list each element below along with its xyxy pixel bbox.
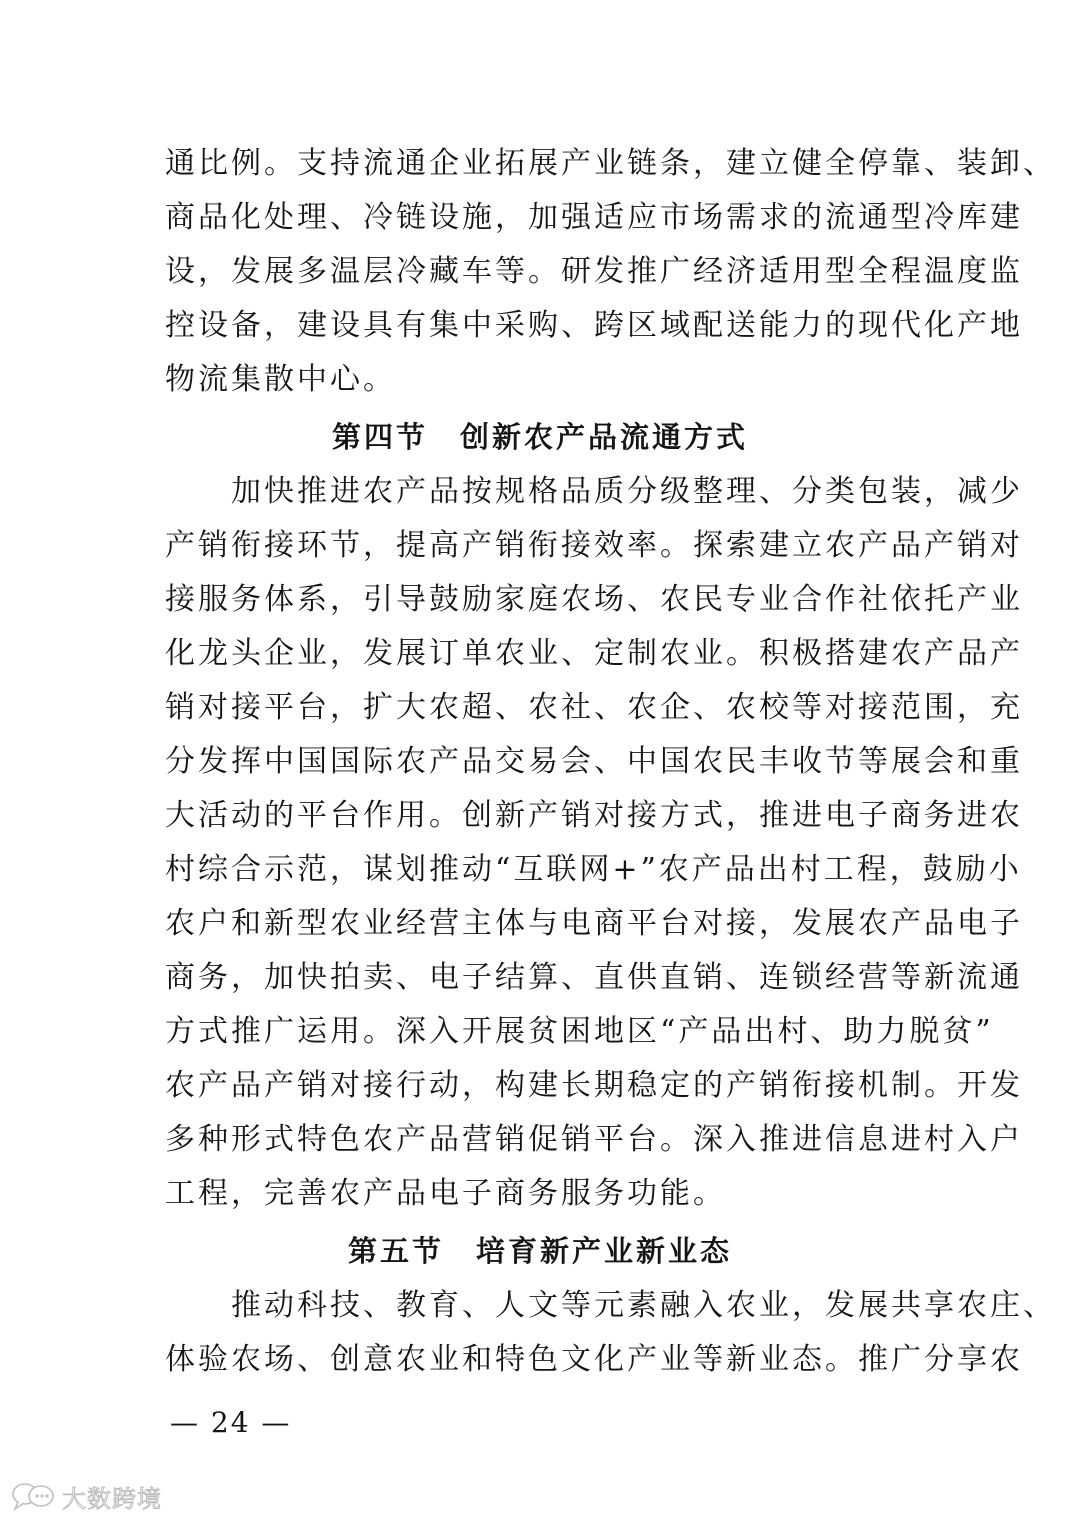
- text-line: 控设备，建设具有集中采购、跨区域配送能力的现代化产地: [165, 308, 1023, 343]
- text-line: 物流集散中心。: [165, 362, 396, 397]
- page-number: — 24 —: [170, 1406, 292, 1439]
- text-line: 推动科技、教育、人文等元素融入农业，发展共享农庄、: [165, 1288, 1056, 1323]
- text-line: 分发挥中国国际农产品交易会、中国农民丰收节等展会和重: [165, 744, 1023, 779]
- text-line: 销对接平台，扩大农超、农社、农企、农校等对接范围，充: [165, 690, 1023, 725]
- section-5-heading: 第五节 培育新产业新业态: [347, 1234, 732, 1268]
- section-4-paragraph: [165, 465, 1023, 1221]
- text-line: 方式推广运用。深入开展贫困地区“产品出村、助力脱贫”: [165, 1014, 994, 1049]
- text-line: 通比例。支持流通企业拓展产业链条，建立健全停靠、装卸、: [165, 146, 1056, 181]
- text-line: 接服务体系，引导鼓励家庭农场、农民专业合作社依托产业: [165, 582, 1023, 617]
- text-line: 商务，加快拍卖、电子结算、直供直销、连锁经营等新流通: [165, 960, 1023, 995]
- paragraph-continued: [165, 137, 1056, 407]
- text-line: 加快推进农产品按规格品质分级整理、分类包装，减少: [165, 474, 1023, 509]
- text-line: 农户和新型农业经营主体与电商平台对接，发展农产品电子: [165, 906, 1023, 941]
- text-line: 多种形式特色农产品营销促销平台。深入推进信息进村入户: [165, 1122, 1023, 1157]
- text-line: 商品化处理、冷链设施，加强适应市场需求的流通型冷库建: [165, 200, 1023, 235]
- section-5-paragraph: [165, 1279, 1056, 1387]
- text-line: 体验农场、创意农业和特色文化产业等新业态。推广分享农: [165, 1342, 1023, 1377]
- watermark: [10, 1478, 162, 1514]
- text-line: 大活动的平台作用。创新产销对接方式，推进电子商务进农: [165, 798, 1023, 833]
- watermark-text: 大数跨境: [62, 1484, 162, 1513]
- text-line: 工程，完善农产品电子商务服务功能。: [165, 1176, 726, 1211]
- text-line: 设，发展多温层冷藏车等。研发推广经济适用型全程温度监: [165, 254, 1023, 289]
- section-4-heading: 第四节 创新农产品流通方式: [331, 420, 748, 454]
- text-line: 村综合示范，谋划推动“互联网+”农产品出村工程，鼓励小: [165, 852, 1022, 887]
- text-line: 农产品产销对接行动，构建长期稳定的产销衔接机制。开发: [165, 1068, 1023, 1103]
- text-line: 化龙头企业，发展订单农业、定制农业。积极搭建农产品产: [165, 636, 1023, 671]
- text-line: 产销衔接环节，提高产销衔接效率。探索建立农产品产销对: [165, 528, 1023, 563]
- chat-bubble-logo-icon: [10, 1481, 56, 1511]
